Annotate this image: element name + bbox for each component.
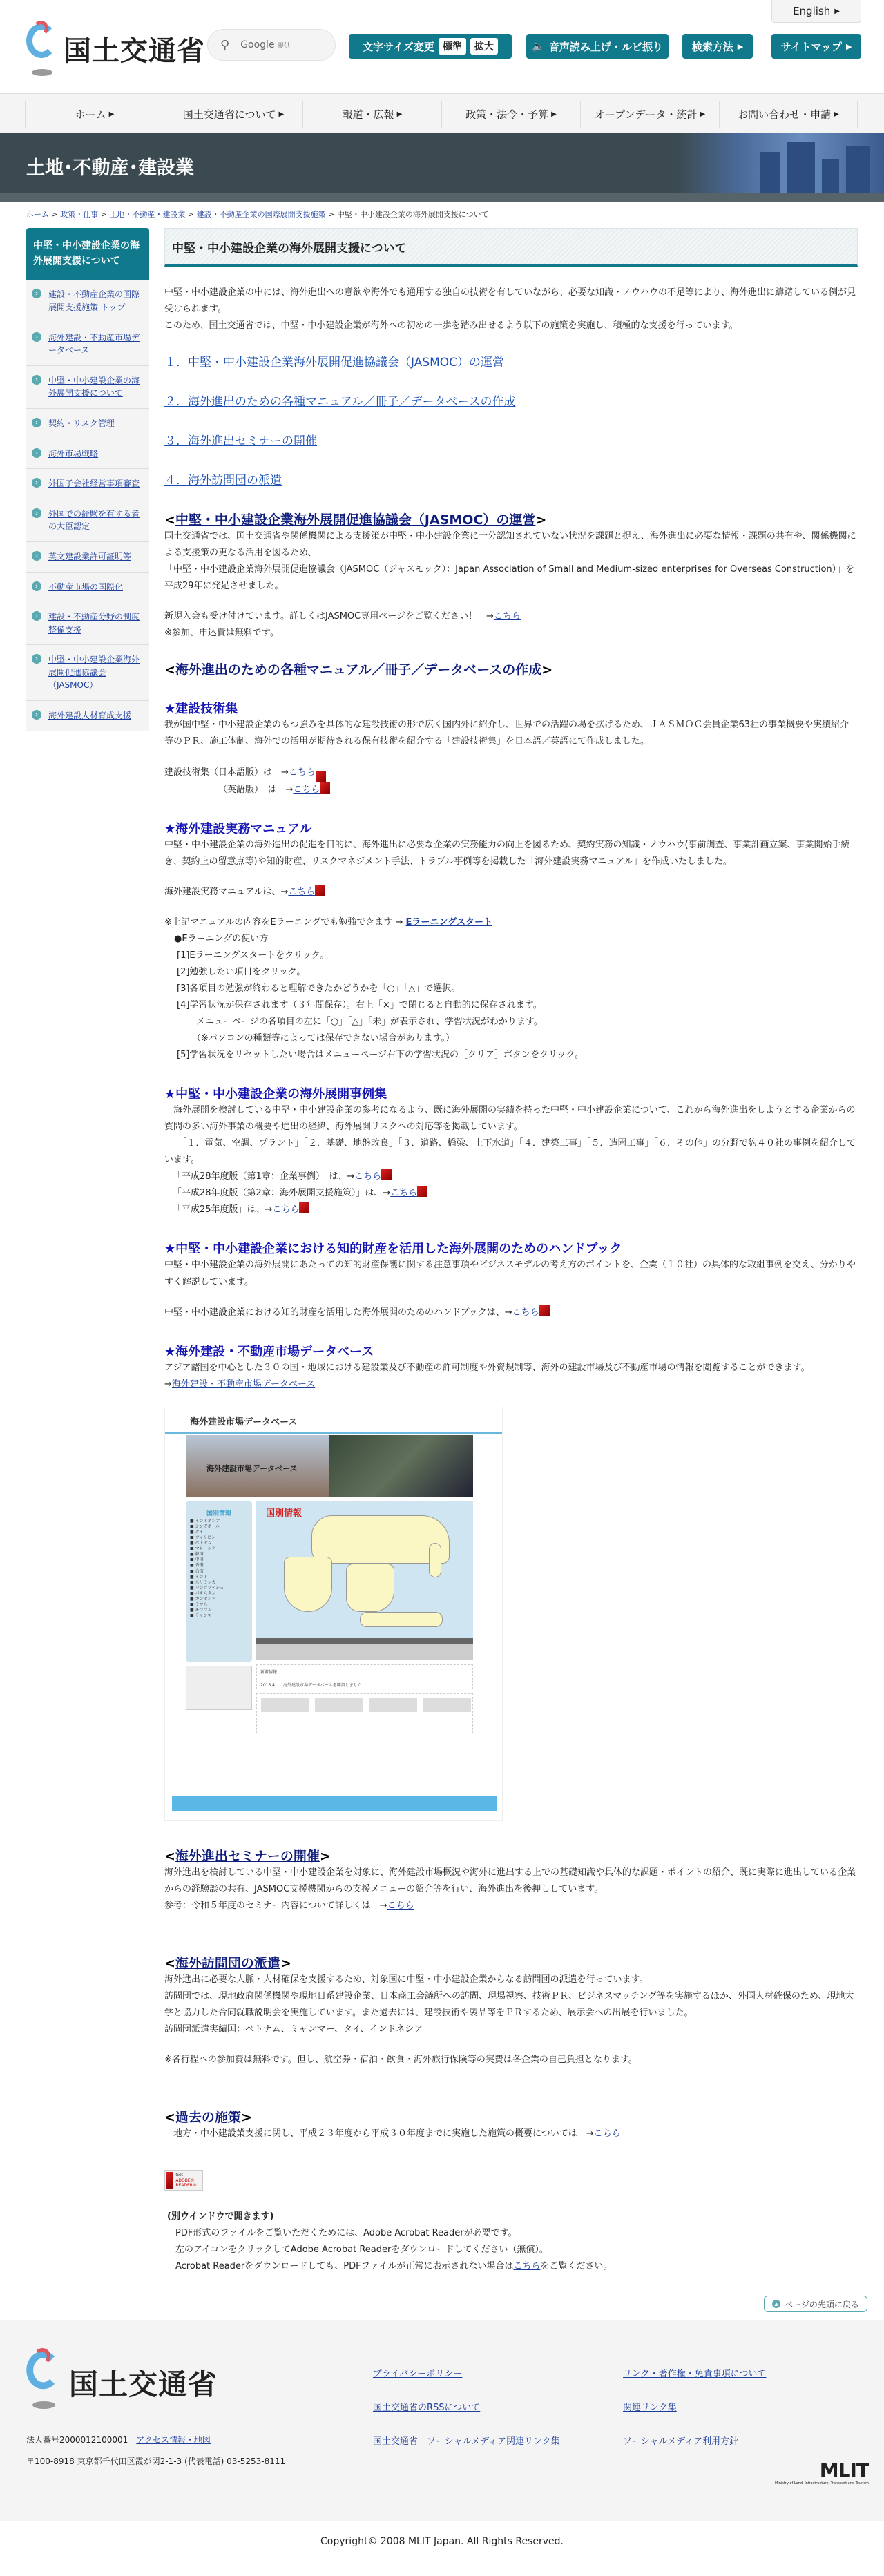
mlit-logo[interactable] bbox=[25, 21, 205, 76]
toc-link[interactable]: １．中堅・中小建設企業海外展開促進協議会（JASMOC）の運営 bbox=[164, 356, 505, 370]
db-country-item: ■ 台湾 bbox=[190, 1568, 204, 1574]
sidebar-item[interactable] bbox=[26, 409, 149, 439]
font-size-control bbox=[349, 34, 512, 59]
search-provider: 提供 bbox=[278, 43, 291, 50]
adobe-name: ADOBE® READER® bbox=[175, 2178, 197, 2188]
seminar-text: 海外進出を検討している中堅・中小建設企業を対象に、海外建設市場概況や海外に進出する上での基礎知識や具体的な課題・ポイントの紹介、既に実際に進出している企業からの経験談の共有、JASMOC支援機関からの支援メニューの紹介等を行い、海外進出を後押ししています。 bbox=[164, 1867, 856, 1894]
tech-en-label: （英語版） は bbox=[218, 784, 286, 795]
font-size-large-button[interactable]: 拡大 bbox=[470, 38, 498, 55]
sidebar-link[interactable]: 外国子会社経営事項審査 bbox=[48, 479, 140, 489]
page-title: 中堅・中小建設企業の海外展開支援について bbox=[164, 228, 858, 267]
triangle-right-icon: ▶ bbox=[551, 110, 557, 118]
tech-jp-row bbox=[164, 765, 858, 782]
footer-link-social-policy[interactable]: ソーシャルメディア利用方針 bbox=[623, 2436, 739, 2448]
db-country-list bbox=[186, 1517, 252, 1621]
triangle-right-icon: ▶ bbox=[845, 41, 852, 51]
cases-text: 海外展開を検討している中堅・中小建設企業の参考になるよう、既に海外展開の実績を持った中堅・中小建設企業について、これから海外進出をしようとする企業からの質問の多い海外事業の概要や進出の経緯、海外展開リスクへの対応等を掲載しています。 bbox=[164, 1105, 856, 1133]
cases-label: 「平成28年度版（第1章：企業事例）」は、 bbox=[173, 1171, 347, 1182]
adobe-text: PDF形式のファイルをご覧いただくためには、Adobe Acrobat Readerが必要です。 bbox=[175, 2228, 517, 2239]
db-country-item: ■ ミャンマー bbox=[190, 1613, 216, 1619]
search-method-label: 検索方法 bbox=[691, 40, 733, 53]
sitemap-label: サイトマップ bbox=[780, 40, 842, 53]
sidebar-link[interactable]: 不動産市場の国際化 bbox=[48, 581, 124, 592]
cases-row bbox=[164, 1169, 858, 1185]
pdf-icon bbox=[299, 1202, 309, 1213]
manuals-heading-link[interactable]: 海外進出のための各種マニュアル／冊子／データベースの作成 bbox=[175, 662, 542, 678]
tech-jp-label: 建設技術集（日本語版）は bbox=[164, 767, 282, 778]
nav-label: オープンデータ・統計 bbox=[594, 108, 698, 121]
section-heading-past bbox=[164, 2107, 858, 2126]
bracket: < bbox=[164, 512, 175, 528]
footer-logo-text: 国土交通省 bbox=[69, 2367, 218, 2402]
past-link[interactable]: こちら bbox=[593, 2128, 621, 2140]
search-method-button[interactable] bbox=[682, 34, 753, 59]
cases-label: 「平成25年度版」は、 bbox=[173, 1204, 265, 1215]
db-news-date: 2013.4 bbox=[260, 1682, 275, 1688]
elearning-step: （※パソコンの種類等によっては保存できない場合があります。） bbox=[192, 1033, 455, 1044]
cases-heading: ★中堅・中小建設企業の海外展開事例集 bbox=[164, 1087, 387, 1102]
db-heading: ★海外建設・不動産市場データベース bbox=[164, 1344, 374, 1359]
db-country-item: ■ 韓国 bbox=[190, 1552, 204, 1557]
triangle-right-icon: ▶ bbox=[278, 110, 285, 118]
mission-text: 訪問団では、現地政府関係機関や現地日系建設企業、日本商工会議所への訪問、現場視察、技術ＰＲ、ビジネスマッチング等を実施するほか、外国人材確保のため、現地大学と協力した合同就職説明会を実施しています。また過去には、建設技術や製品等をＰＲするため、展示会への出展を行いました。 bbox=[164, 1990, 854, 2018]
adobe-help-link[interactable]: こちら bbox=[513, 2261, 541, 2272]
sidebar-item[interactable] bbox=[26, 469, 149, 499]
arrow: → bbox=[164, 1378, 172, 1390]
mlit-emblem-icon bbox=[25, 21, 58, 76]
mlit-emblem-icon bbox=[25, 2348, 61, 2409]
sitemap-button[interactable] bbox=[771, 34, 861, 59]
section-heading-seminar bbox=[164, 1846, 858, 1865]
cases-text: 「１．電気、空調、プラント」「２．基礎、地盤改良」「３．道路、橋梁、上下水道」「４．建築工事」「５．造園工事」「６．その他」の分野で約４０社の事例を紹介しています。 bbox=[164, 1138, 856, 1166]
sidebar-link[interactable]: 中堅・中小建設企業海外展開促進協議会（JASMOC） bbox=[48, 655, 140, 691]
english-button[interactable] bbox=[771, 0, 861, 23]
elearning-step: [4]学習状況が保存されます（３年間保存）。右上「×」で閉じると自動的に保存されます。 bbox=[177, 999, 542, 1010]
category-title: 土地･不動産･建設業 bbox=[26, 157, 194, 179]
cases-row bbox=[164, 1185, 858, 1202]
elearning-step: メニューページの各項目の左に「○」「△」「未」が表示され、学習状況がわかります。 bbox=[196, 1016, 543, 1027]
seminar-heading-link[interactable]: 海外進出セミナーの開催 bbox=[175, 1848, 320, 1864]
access-link[interactable]: アクセス情報・地図 bbox=[136, 2435, 211, 2445]
past-heading-title: 過去の施策 bbox=[175, 2110, 241, 2126]
speech-ruby-label: 音声読み上げ・ルビ振り bbox=[548, 40, 663, 53]
practice-manual-text: 中堅・中小建設企業の海外進出の促進を目的に、海外進出に必要な企業の実務能力の向上を図るため、契約実務の知識・ノウハウ(事前調査、事業計画立案、事業開始手続き、契約上の留意点等)や知的財産、リスクマネジメント手法、トラブル事例等を掲載した「海外建設実務マニュアル」を作成いたしました。 bbox=[164, 839, 850, 867]
arrow: → bbox=[265, 1204, 273, 1215]
bracket: < bbox=[164, 1848, 175, 1864]
db-map-title: 国別情報 bbox=[266, 1508, 302, 1519]
cases-link[interactable]: こちら bbox=[272, 1204, 300, 1215]
db-country-item: ■ フィリピン bbox=[190, 1535, 216, 1540]
triangle-right-icon: ▶ bbox=[834, 110, 839, 118]
footer-link-privacy[interactable]: プライバシーポリシー bbox=[373, 2369, 463, 2380]
cases-link[interactable]: こちら bbox=[354, 1171, 382, 1182]
mlit-logo-text: MLIT bbox=[819, 2459, 869, 2482]
adobe-icon bbox=[166, 2172, 173, 2189]
seminar-link[interactable]: こちら bbox=[387, 1900, 414, 1911]
db-country-item: ■ 中国 bbox=[190, 1557, 204, 1563]
speaker-icon: 🔈 bbox=[532, 40, 545, 52]
sidebar-link[interactable]: 英文建設業許可証明等 bbox=[48, 551, 132, 561]
nav-about[interactable] bbox=[164, 101, 302, 128]
db-side-title: 国別情報 bbox=[206, 1510, 231, 1517]
sidebar-link[interactable]: 契約・リスク管理 bbox=[48, 418, 115, 428]
sidebar-link[interactable]: 建設・不動産分野の制度整備支援 bbox=[48, 612, 140, 635]
ip-handbook-text: 中堅・中小建設企業の海外展開にあたっての知的財産保護に関する注意事項やビジネスモデルの考え方のポイントを、企業（１０社）の具体的な取組事例を交え、分かりやすく解説しています。 bbox=[164, 1260, 856, 1287]
arrow: → bbox=[280, 886, 289, 897]
sidebar bbox=[26, 228, 149, 2275]
footer-link-social-links[interactable]: 国土交通省 ソーシャルメディア関連リンク集 bbox=[373, 2436, 560, 2448]
elearning-start-link[interactable]: Eラーニングスタート bbox=[405, 916, 492, 927]
section-heading-mission bbox=[164, 1953, 858, 1972]
logo-text: 国土交通省 bbox=[64, 35, 205, 67]
intro-paragraph: このため、国土交通省では、中堅・中小建設企業が海外への初めの一歩を踏み出せるよう以下の施策を実施し、積極的な支援を行っています。 bbox=[164, 320, 738, 331]
toc-link[interactable]: ４．海外訪問団の派遣 bbox=[164, 474, 282, 488]
db-country-item: ■ ラオス bbox=[190, 1602, 208, 1608]
address: 〒100-8918 東京都千代田区霞が関2-1-3 (代表電話) 03-5253-8111 bbox=[26, 2457, 286, 2467]
sidebar-item[interactable] bbox=[26, 280, 149, 323]
practice-manual-label: 海外建設実務マニュアルは、 bbox=[164, 886, 281, 897]
practice-manual-link[interactable]: こちら bbox=[288, 886, 316, 897]
bracket: > bbox=[535, 512, 547, 528]
toc-link[interactable]: ３．海外進出セミナーの開催 bbox=[164, 434, 317, 449]
font-size-standard-button[interactable]: 標準 bbox=[439, 38, 466, 55]
db-news-label: 新着情報 bbox=[260, 1669, 278, 1675]
footer-link-related[interactable]: 関連リンク集 bbox=[623, 2403, 677, 2414]
db-site-title: 海外建設市場データベース bbox=[190, 1416, 298, 1428]
banner-cityscape-image bbox=[677, 133, 884, 193]
adobe-text: をご覧ください。 bbox=[540, 2261, 613, 2272]
english-label: English bbox=[793, 5, 831, 17]
adobe-get: Get bbox=[175, 2173, 184, 2178]
jasmoc-join-label: 新規入会も受け付けています。詳しくはJASMOC専用ページをご覧ください！ bbox=[164, 611, 486, 622]
jasmoc-note: ※参加、申込費は無料です。 bbox=[164, 628, 279, 639]
footer-link-copyright[interactable]: リンク・著作権・免責事項について bbox=[623, 2369, 767, 2380]
tech-en-link[interactable]: こちら bbox=[293, 784, 320, 795]
cases-link[interactable]: こちら bbox=[390, 1188, 418, 1199]
search-icon: ⚲ bbox=[220, 37, 230, 52]
triangle-right-icon: ▶ bbox=[737, 41, 744, 51]
global-nav bbox=[0, 94, 884, 133]
breadcrumb: ホーム > 政策・仕事 > 土地・不動産・建設業 > 建設・不動産企業の国際展開支援施策 > 中堅・中小建設企業の海外展開支援について bbox=[26, 210, 489, 219]
adobe-text: 左のアイコンをクリックしてAdobe Acrobat Readerをダウンロードしてください（無償）。 bbox=[175, 2245, 548, 2256]
jasmoc-heading-link[interactable]: 中堅・中小建設企業海外展開促進協議会（JASMOC）の運営 bbox=[175, 512, 536, 528]
db-country-item: ■ バングラデシュ bbox=[190, 1585, 224, 1590]
mlit-wordmark bbox=[775, 2459, 869, 2486]
db-country-item: ■ インド bbox=[190, 1574, 208, 1579]
pdf-icon bbox=[316, 771, 326, 782]
past-text: 地方・中小建設業支援に関し、平成２３年度から平成３０年度までに実施した施策の概要については bbox=[164, 2128, 586, 2140]
db-row bbox=[164, 1376, 858, 1393]
past-row bbox=[164, 2126, 858, 2142]
db-country-item: ■ パキスタン bbox=[190, 1590, 216, 1596]
ip-handbook-row bbox=[164, 1305, 858, 1321]
breadcrumb-link[interactable]: ホーム bbox=[26, 210, 49, 219]
sidebar-item[interactable] bbox=[26, 323, 149, 366]
db-country-item: ■ スリランカ bbox=[190, 1579, 216, 1585]
nav-home[interactable] bbox=[25, 101, 164, 128]
category-banner bbox=[0, 133, 884, 202]
db-link[interactable]: 海外建設・不動産市場データベース bbox=[171, 1378, 316, 1390]
seminar-ref-row bbox=[164, 1898, 858, 1914]
db-news-text: 海外建設市場データベースを開設しました bbox=[283, 1682, 362, 1688]
nav-press[interactable] bbox=[302, 101, 441, 128]
nav-label: 国土交通省について bbox=[182, 108, 276, 121]
bracket: < bbox=[164, 662, 175, 678]
jasmoc-page-link[interactable]: こちら bbox=[493, 611, 521, 622]
db-hero-title: 海外建設市場データベース bbox=[206, 1463, 298, 1473]
font-size-label: 文字サイズ変更 bbox=[363, 40, 434, 53]
jasmoc-text: 「中堅・中小建設企業海外展開促進協議会（JASMOC（ジャスモック）：Japan Association of Small and Medium-sized enterprises for Overseas Construction）」を平成29年に発足させました。 bbox=[164, 564, 855, 592]
mlit-logo-sub: Ministry of Land, Infrastructure, Transport and Tourism bbox=[774, 2481, 869, 2486]
get-adobe-reader-button[interactable] bbox=[164, 2170, 203, 2191]
section-heading-manuals bbox=[164, 660, 858, 678]
tech-collection-text: 我が国中堅・中小建設企業のもつ強みを具体的な建設技術の形で広く国内外に紹介し、世界での活躍の場を拡げるため、ＪＡＳＭＯＣ会員企業63社の事業概要や実績紹介等のＰＲ、施工体制、海外での活用が期待される保有技術を紹介する「建設技術集」を日本語／英語にて作成しました。 bbox=[164, 720, 849, 747]
elearning-step: [2]勉強したい項目をクリック。 bbox=[177, 966, 306, 977]
nav-label: お問い合わせ・申請 bbox=[738, 108, 832, 121]
arrow-up-icon: ▲ bbox=[772, 2300, 780, 2308]
adobe-heading: (別ウインドウで開きます) bbox=[167, 2211, 274, 2222]
search-input[interactable] bbox=[207, 29, 336, 61]
mission-note: ※各行程への参加費は無料です。但し、航空券・宿泊・飲食・海外旅行保険等の実費は各企業の自己負担となります。 bbox=[164, 2055, 637, 2066]
bracket: > bbox=[240, 2110, 252, 2126]
seminar-ref-label: 参考：令和５年度のセミナー内容について詳しくは bbox=[164, 1900, 380, 1911]
footer-link-rss[interactable]: 国土交通省のRSSについて bbox=[373, 2403, 481, 2414]
practice-manual-heading: ★海外建設実務マニュアル bbox=[164, 821, 312, 836]
database-screenshot-image[interactable] bbox=[164, 1407, 503, 1821]
arrow: → bbox=[486, 611, 494, 622]
speech-ruby-button[interactable] bbox=[526, 34, 669, 59]
db-country-item: ■ カンボジア bbox=[190, 1597, 216, 1602]
breadcrumb-link[interactable]: 政策・仕事 bbox=[60, 210, 99, 219]
breadcrumb-link[interactable]: 建設・不動産企業の国際展開支援施策 bbox=[196, 210, 326, 219]
elearning-note bbox=[164, 914, 858, 931]
back-to-top-button[interactable] bbox=[764, 2296, 867, 2312]
search-placeholder: Google bbox=[240, 39, 275, 50]
adobe-text: Acrobat Readerをダウンロードしても、PDFファイルが正常に表示されない場合は bbox=[175, 2261, 514, 2272]
arrow: → bbox=[285, 784, 294, 795]
ip-handbook-heading: ★中堅・中小建設企業における知的財産を活用した海外展開のためのハンドブック bbox=[164, 1242, 622, 1257]
elearning-step: [1]Eラーニングスタートをクリック。 bbox=[177, 950, 329, 961]
sidebar-item[interactable] bbox=[26, 645, 149, 701]
arrow: → bbox=[383, 1188, 391, 1199]
db-country-item: ■ シンガポール bbox=[190, 1524, 220, 1529]
db-country-item: ■ インドネシア bbox=[190, 1518, 220, 1524]
pdf-icon bbox=[315, 885, 325, 896]
tech-jp-link[interactable]: こちら bbox=[288, 767, 316, 778]
sidebar-item[interactable] bbox=[26, 366, 149, 409]
back-to-top-label: ページの先頭に戻る bbox=[785, 2299, 859, 2309]
sidebar-link[interactable]: 外国での経験を有する者の大臣認定 bbox=[48, 508, 140, 532]
footer-info bbox=[26, 2430, 285, 2472]
table-of-contents bbox=[164, 352, 858, 488]
sidebar-title: 中堅・中小建設企業の海外展開支援について bbox=[26, 228, 149, 280]
elearning-step: [5]学習状況をリセットしたい場合はメニューページ右下の学習状況の［クリア］ボタンをクリック。 bbox=[177, 1050, 584, 1061]
mission-countries: 訪問団派遣実績国：ベトナム、ミャンマー、タイ、インドネシア bbox=[164, 2024, 423, 2035]
pdf-icon bbox=[381, 1169, 392, 1180]
intro-text bbox=[164, 285, 858, 334]
db-text: アジア諸国を中心とした３０の国・地域における建設業及び不動産の許可制度や外資規制等、海外の建設市場及び不動産市場の情報を閲覧することができます。 bbox=[164, 1362, 810, 1373]
arrow: → bbox=[347, 1171, 355, 1182]
nav-label: 政策・法令・予算 bbox=[465, 108, 549, 121]
sidebar-link[interactable]: 海外市場戦略 bbox=[48, 448, 99, 459]
bracket: > bbox=[319, 1848, 331, 1864]
ip-handbook-link[interactable]: こちら bbox=[512, 1307, 539, 1318]
mission-heading-link[interactable]: 海外訪問団の派遣 bbox=[175, 1955, 280, 1971]
elearning-step: [3]各項目の勉強が終わると理解できたかどうかを「○」「△」で選択。 bbox=[177, 983, 461, 994]
bracket: < bbox=[164, 2110, 175, 2126]
nav-policy[interactable] bbox=[441, 101, 580, 128]
sidebar-item[interactable] bbox=[26, 602, 149, 645]
arrow: → bbox=[379, 1900, 387, 1911]
db-country-item: ■ 香港 bbox=[190, 1563, 204, 1568]
tech-en-row bbox=[164, 782, 858, 798]
pdf-icon bbox=[320, 782, 330, 794]
bracket: > bbox=[280, 1955, 291, 1971]
bracket: < bbox=[164, 1955, 175, 1971]
toc-link[interactable]: ２．海外進出のための各種マニュアル／冊子／データベースの作成 bbox=[164, 395, 516, 410]
footer-links bbox=[373, 2366, 830, 2447]
sidebar-item[interactable] bbox=[26, 439, 149, 470]
sidebar-link[interactable]: 建設・不動産企業の国際展開支援施策 トップ bbox=[48, 289, 140, 312]
sidebar-link[interactable]: 中堅・中小建設企業の海外展開支援について bbox=[48, 375, 140, 398]
nav-label: 報道・広報 bbox=[342, 108, 394, 121]
corp-number: 法人番号2000012100001 bbox=[26, 2435, 128, 2445]
sidebar-item[interactable] bbox=[26, 701, 149, 731]
nav-label: ホーム bbox=[75, 108, 106, 121]
elearning-howto-title: ●Eラーニングの使い方 bbox=[174, 933, 269, 944]
arrow: → bbox=[586, 2128, 594, 2140]
jasmoc-text: 国土交通省では、国土交通省や関係機関による支援策が中堅・中小建設企業に十分認知されていない状況を課題と捉え、海外進出に必要な情報・課題の共有や、関係機関による支援策の更なる活用を図るため、 bbox=[164, 531, 856, 559]
mission-text: 海外進出に必要な人脈・人材確保を支援するため、対象国に中堅・中小建設企業からなる訪問団の派遣を行っています。 bbox=[164, 1974, 648, 1985]
sidebar-item[interactable] bbox=[26, 573, 149, 603]
ip-handbook-label: 中堅・中小建設企業における知的財産を活用した海外展開のためのハンドブックは、 bbox=[164, 1307, 505, 1318]
elearning-note-text: ※上記マニュアルの内容をEラーニングでも勉強できます → bbox=[164, 916, 406, 927]
main-content bbox=[164, 228, 858, 2275]
triangle-right-icon: ▶ bbox=[834, 7, 840, 15]
site-footer bbox=[0, 2320, 884, 2521]
sidebar-link[interactable]: 海外建設人材育成支援 bbox=[48, 711, 132, 721]
sidebar-link[interactable]: 海外建設・不動産市場データベース bbox=[48, 332, 140, 356]
arrow: → bbox=[504, 1307, 512, 1318]
tech-collection-heading: ★建設技術集 bbox=[164, 702, 238, 717]
nav-contact[interactable] bbox=[719, 101, 858, 128]
practice-manual-row bbox=[164, 884, 858, 901]
bracket: > bbox=[541, 662, 553, 678]
db-country-item: ■ タイ bbox=[190, 1529, 204, 1535]
triangle-right-icon: ▶ bbox=[396, 110, 403, 118]
sidebar-item[interactable] bbox=[26, 542, 149, 573]
footer-logo[interactable] bbox=[25, 2348, 218, 2403]
nav-opendata[interactable] bbox=[580, 101, 719, 128]
db-country-item: ■ モンゴル bbox=[190, 1608, 212, 1613]
breadcrumb-link[interactable]: 土地・不動産・建設業 bbox=[109, 210, 186, 219]
sidebar-item[interactable] bbox=[26, 499, 149, 542]
db-country-item: ■ ベトナム bbox=[190, 1541, 212, 1546]
triangle-right-icon: ▶ bbox=[700, 110, 706, 118]
triangle-right-icon: ▶ bbox=[108, 110, 115, 118]
adobe-text-row bbox=[164, 2258, 858, 2275]
copyright: Copyright© 2008 MLIT Japan. All Rights Reserved. bbox=[320, 2536, 564, 2548]
section-heading-jasmoc bbox=[164, 510, 858, 528]
db-country-item: ■ マレーシア bbox=[190, 1546, 216, 1552]
intro-paragraph: 中堅・中小建設企業の中には、海外進出への意欲や海外でも通用する独自の技術を有していながら、必要な知識・ノウハウの不足等により、海外進出に躊躇している例が見受けられます。 bbox=[164, 287, 856, 315]
pdf-icon bbox=[539, 1305, 550, 1316]
site-header bbox=[0, 0, 884, 94]
cases-row bbox=[164, 1202, 858, 1218]
pdf-icon bbox=[417, 1186, 427, 1197]
jasmoc-join-text bbox=[164, 608, 858, 625]
cases-label: 「平成28年度版（第2章：海外展開支援施策）」は、 bbox=[173, 1188, 383, 1199]
breadcrumb-current: 中堅・中小建設企業の海外展開支援について bbox=[336, 210, 489, 219]
arrow: → bbox=[281, 767, 289, 778]
